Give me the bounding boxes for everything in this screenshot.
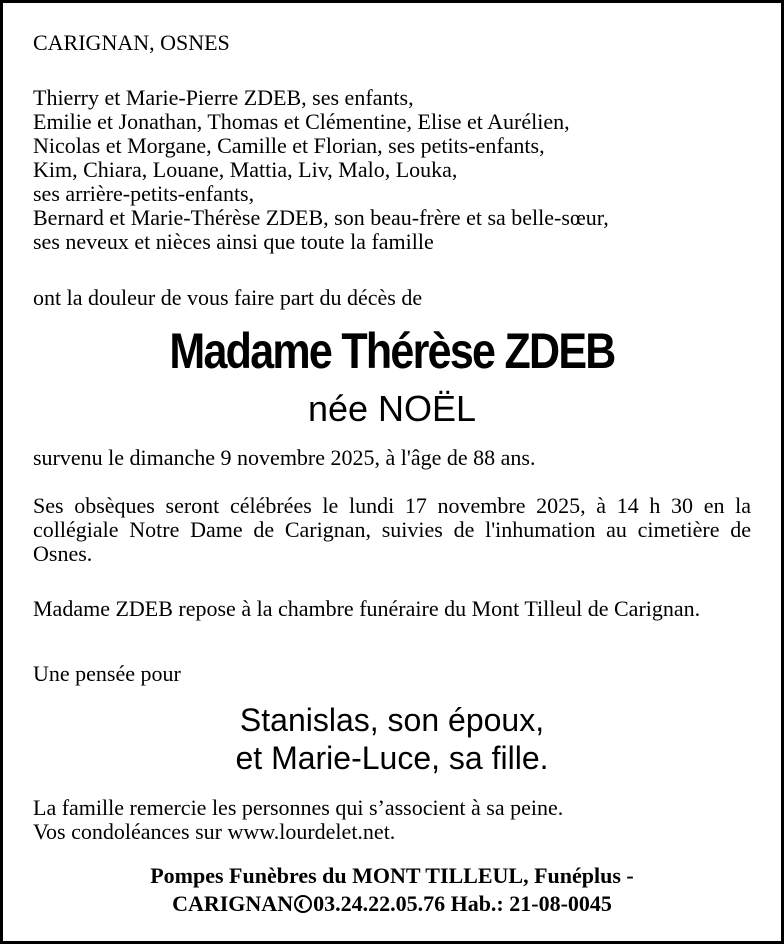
maiden-name: née NOËL: [307, 388, 477, 429]
announcement-intro: ont la douleur de vous faire part du décès de: [33, 285, 423, 310]
funeral-home-phone: 03.24.22.05.76 Hab.: 21-08-0045: [313, 891, 612, 916]
thanks-block: [33, 796, 563, 844]
family-line: ses neveux et nièces ainsi que toute la famille: [33, 229, 434, 254]
death-notice: survenu le dimanche 9 novembre 2025, à l'âge de 88 ans.: [33, 445, 536, 470]
deceased-name: Madame Thérèse ZDEB: [169, 323, 615, 379]
funeral-home-city: CARIGNAN: [172, 891, 294, 916]
rest-notice: Madame ZDEB repose à la chambre funéraire du Mont Tilleul de Carignan.: [33, 596, 701, 621]
condolences-line: Vos condoléances sur www.lourdelet.net.: [33, 819, 396, 844]
memory-block: [3, 701, 781, 777]
family-line: ses arrière-petits-enfants,: [33, 181, 255, 206]
thanks-line: La famille remercie les personnes qui s’associent à sa peine.: [33, 795, 564, 820]
family-line: Nicolas et Morgane, Camille et Florian, ses petits-enfants,: [33, 133, 545, 158]
memory-line: Stanislas, son époux,: [239, 702, 545, 738]
funeral-home-name: Pompes Funèbres du MONT TILLEUL, Funéplus -: [150, 863, 634, 888]
family-line: Thierry et Marie-Pierre ZDEB, ses enfants,: [33, 85, 414, 110]
memory-line: et Marie-Luce, sa fille.: [235, 740, 549, 776]
funeral-home-footer: [3, 862, 781, 918]
family-line: Emilie et Jonathan, Thomas et Clémentine, Elise et Aurélien,: [33, 109, 570, 134]
family-line: Kim, Chiara, Louane, Mattia, Liv, Malo, Louka,: [33, 157, 458, 182]
funeral-notice: Ses obsèques seront célébrées le lundi 17 novembre 2025, à 14 h 30 en la collégiale Notre Dame de Carignan, suivies de l'inhumation au cimetière de Osnes.: [33, 493, 751, 566]
phone-icon: [294, 895, 312, 913]
family-list: [33, 86, 609, 254]
thought-intro: Une pensée pour: [33, 661, 181, 686]
family-line: Bernard et Marie-Thérèse ZDEB, son beau-frère et sa belle-sœur,: [33, 205, 609, 230]
funeral-home-contact-line: [3, 890, 781, 918]
location-header: CARIGNAN, OSNES: [33, 30, 230, 55]
